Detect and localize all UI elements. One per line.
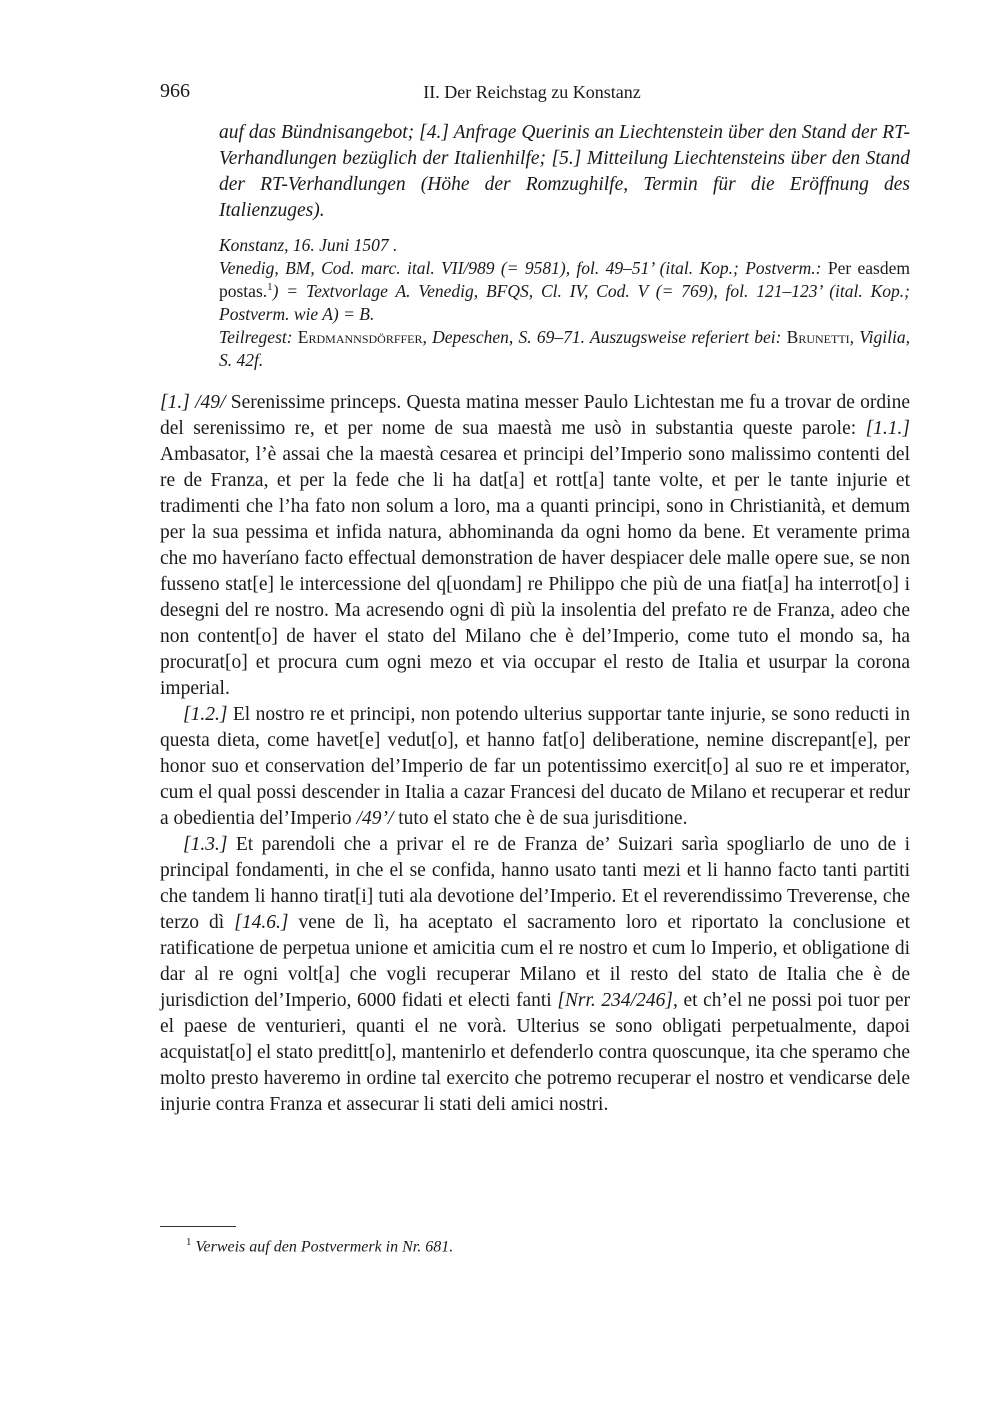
regest-line (219, 326, 910, 372)
running-head: II. Der Reichstag zu Konstanz (423, 82, 641, 102)
regest-ref-1: , Depeschen, S. 69–71. Auszugsweise referiert bei: (422, 327, 782, 347)
paragraph-text: tuto el stato che è de sua jurisditione. (393, 808, 688, 829)
regest-label: Teilregest: (219, 327, 293, 347)
paragraph-2 (160, 702, 910, 832)
date-place: Konstanz, 16. Juni 1507 . (219, 235, 398, 255)
page-number: 966 (160, 80, 190, 102)
paragraph-text: vene de lì, ha aceptato el sacramento loro et riportato la conclusione et ratificatione de perpetua unione et amicitia cum el re nostro et cum lo Imperio, et obligatione di dar al re ogni volt[a] che vogli recuperar Milano et il resto del stato de Italia che è de jurisdiction del’Imperio, 6000 fidati et electi fanti (160, 912, 911, 1011)
document-header (219, 120, 910, 372)
source-metadata (219, 234, 910, 372)
summary-continuation: auf das Bündnisangebot; [4.] Anfrage Querinis an Liechtenstein über den Stand der RT-Verhandlungen bezüglich der Italienhilfe; [5.] Mitteilung Liechtensteins über den Stand der RT-Verhandlungen (Höhe der Romzughilfe, Termin für die Eröffnung des Italienzuges). (219, 122, 910, 221)
paragraph-text: Serenissime princeps. Questa matina messer Paulo Lichtestan me fu a trovar de ordine del serenissimo re, et per nome de sua maestà me usò in substantia queste parole: (160, 392, 910, 439)
section-ref: [1.3.] (183, 834, 228, 855)
footnote-divider (160, 1226, 236, 1227)
letter-body (160, 390, 910, 1118)
date-ref: [14.6.] (234, 912, 289, 933)
source-b: ) = Textvorlage A. Venedig, BFQS, Cl. IV, Cod. V (= 769), fol. 121–123’ (ital. Kop.; Postverm. wie A) = B. (219, 281, 910, 324)
regest-author-2: Brunetti (781, 327, 850, 347)
footnote (186, 1232, 453, 1257)
section-ref: [1.2.] (183, 704, 228, 725)
postvermerk: Per easdem postas. (219, 258, 910, 301)
footnote-number: 1 (186, 1236, 192, 1248)
section-ref: [1.1.] (865, 418, 910, 439)
regest-author-1: Erdmannsdörffer (292, 327, 423, 347)
footnote-mark: 1 (267, 281, 273, 294)
regest-ref-2: , Vigilia, S. 42f. (219, 327, 910, 370)
cross-ref: [Nrr. 234/246] (557, 990, 673, 1011)
paragraph-text: Et parendoli che a privar el re de Franza de’ Suizari sarìa spogliarlo de uno de i principal fondamenti, in che el se confida, hanno usato tanti mezi et li hanno facto tanti partiti che tandem li hanno tirat[i] tuti ala devotione del’Imperio. Et el reverendissimo Treverense, che terzo dì (160, 834, 910, 933)
source-line (219, 257, 910, 326)
paragraph-3 (160, 832, 910, 1118)
section-ref: [1.] /49/ (160, 392, 226, 413)
paragraph-text: , et ch’el ne possi poi tuor per el paese de venturieri, quanti el ne vorà. Ulterius se sono obligati perpetualmente, dapoi acquistat[o] el stato preditt[o], mantenirlo et defenderlo contra quoscunque, ita che speramo che molto presto haveremo in ordine tal exercito che potremo recuperar el nostro et vendicarse dele injurie contra Franza et assecurar li stati deli amici nostri. (160, 990, 910, 1115)
paragraph-1 (160, 390, 910, 702)
source-a: Venedig, BM, Cod. marc. ital. VII/989 (= 9581), fol. 49–51’ (ital. Kop.; Postverm.: (219, 258, 822, 278)
paragraph-text: Ambasator, l’è assai che la maestà cesarea et principi del’Imperio sono malissimo contenti del re de Franza, et per la fede che li ha dat[a] et rott[a] tante volte, et per le tante injurie et tradimenti che l’ha fato non solum a loro, ma a quanti principi, sono in Christianità, et demum per la sua pessima et infida natura, abhominanda da ogni homo da bene. Et veramente prima che mo haveríano facto effectual demonstration de haver despiacer dele malle opere sue, se non fusseno stat[e] le intercessione del q[uondam] re Philippo che più de una fiat[a] ha interrot[o] i desegni del re nostro. Ma acresendo ogni dì più la insolentia del prefato re de Franza, adeo che non content[o] de haver el stato del Milano che è del’Imperio, come tuto el mondo sa, ha procurat[o] et procura cum ogni mezo et via occupar el resto de Italia et usurpar la corona imperial. (160, 444, 910, 699)
footnote-text: Verweis auf den Postvermerk in Nr. 681. (195, 1238, 454, 1256)
paragraph-text: El nostro re et principi, non potendo ulterius supportar tante injurie, se sono reducti in questa dieta, come havet[e] vedut[o], et hanno fat[o] deliberatione, nemine discrepant[e], per honor suo et conservation del’Imperio de far un potentissimo exercit[o] al suo re et imperator, cum el qual possi descender in Italia a cazar Francesi del ducato de Milano et recuperar et redur a obedientia del’Imperio (160, 704, 910, 829)
folio-ref: /49’/ (356, 808, 394, 829)
